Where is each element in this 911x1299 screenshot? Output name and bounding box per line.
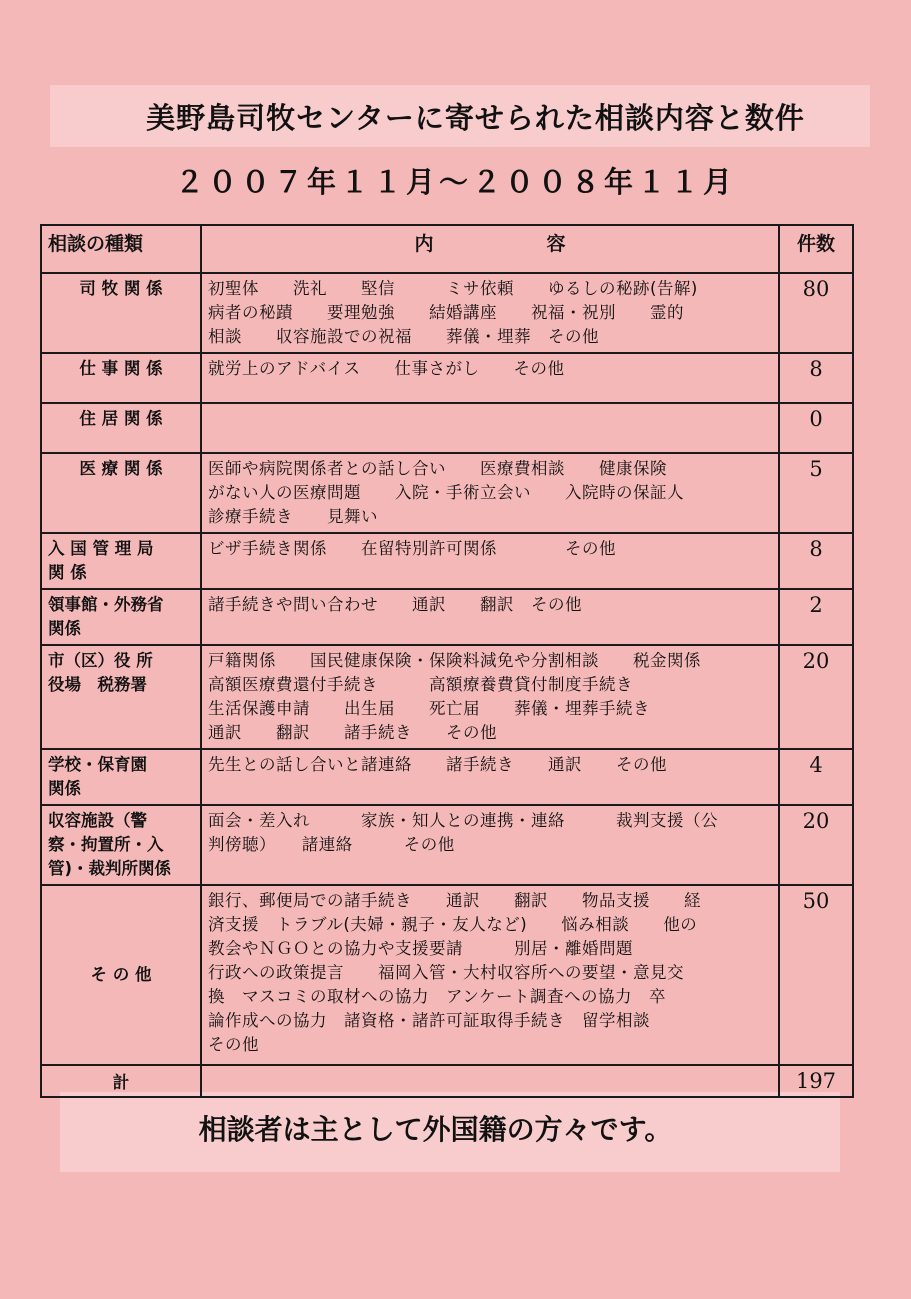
row-type-line: 入 国 管 理 局 xyxy=(48,539,154,558)
row-content xyxy=(201,353,779,403)
row-content-line: ビザ手続き関係 在留特別許可関係 その他 xyxy=(208,539,616,558)
row-count: 20 xyxy=(779,805,853,885)
row-content-line: 通訳 翻訳 諸手続き その他 xyxy=(208,723,497,742)
row-content xyxy=(201,273,779,353)
consultation-table xyxy=(40,224,854,1098)
row-count: 8 xyxy=(779,353,853,403)
row-type xyxy=(41,589,201,645)
row-content-line: 相談 収容施設での祝福 葬儀・埋葬 その他 xyxy=(208,327,599,346)
row-type-line: 関係 xyxy=(48,619,81,638)
table-row xyxy=(41,645,853,749)
row-count: 4 xyxy=(779,749,853,805)
table-row xyxy=(41,805,853,885)
row-content-line: 医師や病院関係者との話し合い 医療費相談 健康保険 xyxy=(208,459,667,478)
row-type-line: 学校・保育園 xyxy=(48,755,147,774)
row-content-line: 済支援 トラブル(夫婦・親子・友人など) 悩み相談 他の xyxy=(208,915,698,934)
row-content-line: がない人の医療問題 入院・手術立会い 入院時の保証人 xyxy=(208,483,684,502)
row-content xyxy=(201,533,779,589)
header-type: 相談の種類 xyxy=(41,225,201,273)
row-content-line: 論作成への協力 諸資格・諸許可証取得手続き 留学相談 xyxy=(208,1011,650,1030)
row-count: 80 xyxy=(779,273,853,353)
footer-note: 相談者は主として外国籍の方々です。 xyxy=(198,1113,673,1146)
table-row xyxy=(41,403,853,453)
row-content xyxy=(201,749,779,805)
row-type-line: 管)・裁判所関係 xyxy=(48,859,172,878)
page-title: 美野島司牧センターに寄せられた相談内容と数件 xyxy=(146,101,805,135)
row-content-line: 戸籍関係 国民健康保険・保険料減免や分割相談 税金関係 xyxy=(208,651,701,670)
row-type xyxy=(41,533,201,589)
total-content-empty xyxy=(201,1065,779,1097)
row-content-line: 面会・差入れ 家族・知人との連携・連絡 裁判支援（公 xyxy=(208,811,718,830)
row-count: 5 xyxy=(779,453,853,533)
row-content-line: 就労上のアドバイス 仕事さがし その他 xyxy=(208,359,565,378)
row-type-line: 仕 事 関 係 xyxy=(79,359,163,378)
row-type-line: 住 居 関 係 xyxy=(79,409,163,428)
table-row xyxy=(41,353,853,403)
row-type xyxy=(41,749,201,805)
row-type-line: 関係 xyxy=(48,779,81,798)
row-type-line: そ の 他 xyxy=(90,965,152,984)
row-type xyxy=(41,403,201,453)
row-content xyxy=(201,645,779,749)
row-content-line: 判傍聴） 諸連絡 その他 xyxy=(208,835,455,854)
row-content xyxy=(201,403,779,453)
row-type-line: 領事館・外務省 xyxy=(48,595,164,614)
row-content-line: その他 xyxy=(208,1035,259,1054)
header-content-left: 内 xyxy=(414,233,434,255)
table-row xyxy=(41,589,853,645)
row-content-line: 生活保護申請 出生届 死亡届 葬儀・埋葬手続き xyxy=(208,699,650,718)
header-count: 件数 xyxy=(779,225,853,273)
row-content-line: 先生との話し合いと諸連絡 諸手続き 通訳 その他 xyxy=(208,755,667,774)
row-content-line: 銀行、郵便局での諸手続き 通訳 翻訳 物品支援 経 xyxy=(208,891,701,910)
row-type xyxy=(41,273,201,353)
row-content-line: 高額医療費還付手続き 高額療養費貸付制度手続き xyxy=(208,675,633,694)
row-content xyxy=(201,589,779,645)
period-subtitle: ２００７年１１月～２００８年１１月 xyxy=(174,165,736,199)
row-count: 50 xyxy=(779,885,853,1065)
row-type-line: 市（区）役 所 xyxy=(48,651,153,670)
table-row xyxy=(41,749,853,805)
table-row xyxy=(41,885,853,1065)
row-content xyxy=(201,805,779,885)
total-count: 197 xyxy=(779,1065,853,1097)
table-row xyxy=(41,273,853,353)
row-type xyxy=(41,645,201,749)
row-type-line: 察・拘置所・入 xyxy=(48,835,164,854)
row-type xyxy=(41,353,201,403)
row-content-line: 教会やＮＧＯとの協力や支援要請 別居・離婚問題 xyxy=(208,939,633,958)
row-type-line: 収容施設（警 xyxy=(48,811,147,830)
row-count: 2 xyxy=(779,589,853,645)
total-label: 計 xyxy=(41,1065,201,1097)
row-content-line: 診療手続き 見舞い xyxy=(208,507,378,526)
row-count: 20 xyxy=(779,645,853,749)
row-content-line: 初聖体 洗礼 堅信 ミサ依頼 ゆるしの秘跡(告解) xyxy=(208,279,698,298)
row-content-line: 行政への政策提言 福岡入管・大村収容所への要望・意見交 xyxy=(208,963,684,982)
row-content-line: 換 マスコミの取材への協力 アンケート調査への協力 卒 xyxy=(208,987,667,1006)
row-type xyxy=(41,885,201,1065)
row-type xyxy=(41,453,201,533)
row-count: 8 xyxy=(779,533,853,589)
row-content-line: 病者の秘蹟 要理勉強 結婚講座 祝福・祝別 霊的 xyxy=(208,303,684,322)
header-content-right: 容 xyxy=(546,233,566,255)
row-type-line: 関 係 xyxy=(48,563,87,582)
table-row xyxy=(41,453,853,533)
row-content xyxy=(201,885,779,1065)
row-type-line: 医 療 関 係 xyxy=(79,459,163,478)
table-header-row xyxy=(41,225,853,273)
row-type-line: 司 牧 関 係 xyxy=(79,279,163,298)
row-content xyxy=(201,453,779,533)
row-count: 0 xyxy=(779,403,853,453)
row-type xyxy=(41,805,201,885)
row-content-line: 諸手続きや問い合わせ 通訳 翻訳 その他 xyxy=(208,595,582,614)
table-row xyxy=(41,533,853,589)
total-row xyxy=(41,1065,853,1097)
row-type-line: 役場 税務署 xyxy=(48,675,147,694)
table-body xyxy=(41,273,853,1065)
header-content xyxy=(201,225,779,273)
